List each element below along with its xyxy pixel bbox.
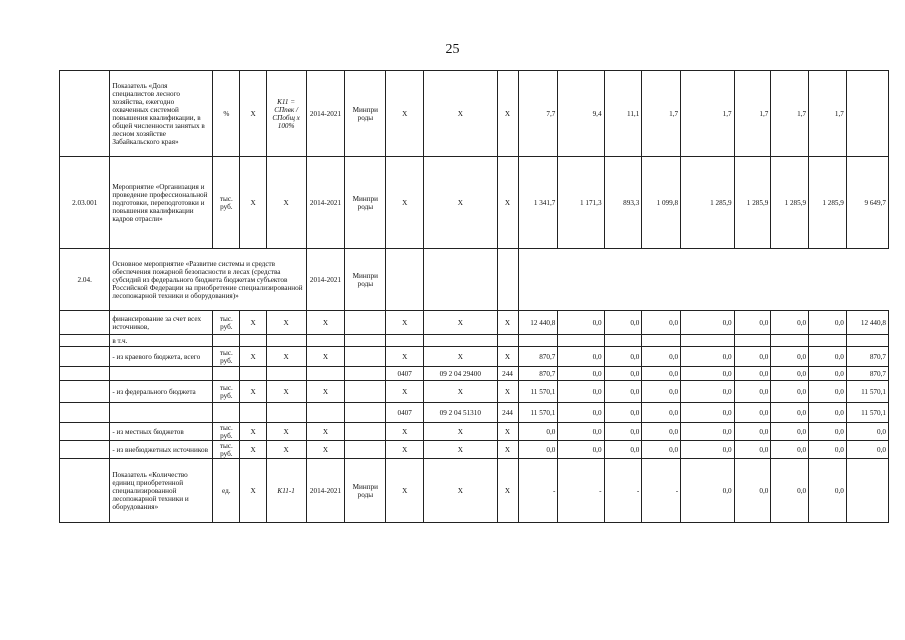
table-cell-vals-7: 0,0 [809, 311, 847, 335]
table-cell-vals-3: - [642, 459, 681, 523]
table-cell-vals-7: 0,0 [809, 459, 847, 523]
table-cell-vals-6: 0,0 [771, 441, 809, 459]
table-cell-vals-2: 0,0 [604, 381, 642, 403]
table-cell-vals-4: 0,0 [681, 347, 735, 367]
table-cell-name: Показатель «Количество единиц приобретенной специализированной лесопожарной техники и оборудования» [110, 459, 213, 523]
table-cell-vals-2: 0,0 [604, 403, 642, 423]
table-row [60, 367, 889, 381]
table-cell-period: X [306, 381, 345, 403]
table-cell-name: - из внебюджетных источников [110, 441, 213, 459]
table-cell-unit: тыс. руб. [213, 157, 240, 249]
table-cell-vals-2: 0,0 [604, 423, 642, 441]
table-cell-period: X [306, 441, 345, 459]
table-row [60, 403, 889, 423]
table-cell-vals-1: 9,4 [558, 71, 604, 157]
table-cell-empty [266, 335, 306, 347]
table-cell-empty [846, 335, 888, 347]
table-cell-empty [734, 335, 771, 347]
table-cell-code [60, 403, 110, 423]
table-cell-vals-7: 0,0 [809, 423, 847, 441]
table-cell-vals-3: 1,7 [642, 71, 681, 157]
table-cell-vals-8 [846, 71, 888, 157]
table-cell-c9: X [424, 381, 497, 403]
table-cell-vals-0: 11 570,1 [518, 381, 558, 403]
table-cell-vals-2: 0,0 [604, 367, 642, 381]
table-cell-vals-8: 12 440,8 [846, 311, 888, 335]
table-cell-vals-1: - [558, 459, 604, 523]
table-cell-unit: тыс. руб. [213, 381, 240, 403]
table-cell-unit [213, 403, 240, 423]
table-cell-c8: 0407 [386, 367, 424, 381]
table-cell-c4 [240, 367, 266, 381]
table-cell-c9: X [424, 423, 497, 441]
table-cell-vals-2: 0,0 [604, 441, 642, 459]
table-cell-code [60, 71, 110, 157]
table-cell-vals-4: 0,0 [681, 459, 735, 523]
table-cell-vals-7: 1 285,9 [809, 157, 847, 249]
table-cell-c10: X [497, 347, 518, 367]
table-cell-vals-1: 0,0 [558, 441, 604, 459]
table-cell-code [60, 423, 110, 441]
table-cell-vals-6: 0,0 [771, 311, 809, 335]
table-cell-c9: X [424, 311, 497, 335]
table-cell-empty [734, 249, 771, 311]
table-cell-empty [386, 249, 424, 311]
table-cell-vals-3: 0,0 [642, 423, 681, 441]
table-row [60, 157, 889, 249]
table-cell-vals-4: 0,0 [681, 423, 735, 441]
table-cell-c10: X [497, 311, 518, 335]
table-cell-executor [345, 347, 386, 367]
budget-table [59, 70, 889, 523]
table-cell-c9: X [424, 347, 497, 367]
page-number: 25 [445, 42, 460, 57]
table-cell-period: 2014-2021 [306, 459, 345, 523]
table-cell-vals-6: 0,0 [771, 367, 809, 381]
table-cell-vals-7: 0,0 [809, 367, 847, 381]
table-cell-c8: X [386, 381, 424, 403]
table-cell-code [60, 347, 110, 367]
table-cell-vals-4: 1 285,9 [681, 157, 735, 249]
table-cell-vals-2: 0,0 [604, 311, 642, 335]
table-cell-name: Основное мероприятие «Развитие системы и средств обеспечения пожарной безопасности в лесах (средства субсидий из федерального бюджета бюджетам субъектов Российской Федерации на приобретение специализированной лесопожарной техники и оборудования)» [110, 249, 306, 311]
table-cell-vals-0: 1 341,7 [518, 157, 558, 249]
table-cell-c9: X [424, 441, 497, 459]
table-cell-vals-0: 7,7 [518, 71, 558, 157]
table-cell-c4: X [240, 423, 266, 441]
table-cell-c10: X [497, 423, 518, 441]
table-row [60, 71, 889, 157]
table-cell-c4: X [240, 157, 266, 249]
table-cell-vals-0: 870,7 [518, 367, 558, 381]
table-cell-period: X [306, 423, 345, 441]
table-cell-c5: K11 = СПпвк / СПобщ x 100% [266, 71, 306, 157]
table-cell-c9: 09 2 04 29400 [424, 367, 497, 381]
table-cell-c4: X [240, 459, 266, 523]
table-cell-empty [604, 335, 642, 347]
table-cell-empty [771, 249, 809, 311]
table-cell-vals-7: 0,0 [809, 381, 847, 403]
table-cell-period: X [306, 347, 345, 367]
table-cell-vals-5: 0,0 [734, 441, 771, 459]
table-cell-period [306, 403, 345, 423]
table-cell-empty [681, 335, 735, 347]
table-cell-vals-3: 0,0 [642, 381, 681, 403]
table-cell-c5: X [266, 157, 306, 249]
table-cell-c8: X [386, 459, 424, 523]
table-cell-c5: X [266, 423, 306, 441]
table-cell-vals-8: 11 570,1 [846, 403, 888, 423]
table-cell-period: X [306, 311, 345, 335]
table-cell-vals-1: 1 171,3 [558, 157, 604, 249]
table-cell-unit: тыс. руб. [213, 441, 240, 459]
table-cell-vals-2: 11,1 [604, 71, 642, 157]
table-cell-vals-6: 1,7 [771, 71, 809, 157]
table-cell-c8: X [386, 311, 424, 335]
table-cell-empty [809, 249, 847, 311]
table-cell-vals-0: 870,7 [518, 347, 558, 367]
table-cell-vals-5: 0,0 [734, 347, 771, 367]
table-cell-period: 2014-2021 [306, 71, 345, 157]
table-cell-unit [213, 367, 240, 381]
table-cell-vals-7: 1,7 [809, 71, 847, 157]
table-cell-vals-8: 870,7 [846, 347, 888, 367]
table-cell-vals-7: 0,0 [809, 347, 847, 367]
table-cell-executor: Минпри роды [345, 71, 386, 157]
table-row [60, 441, 889, 459]
table-cell-vals-5: 0,0 [734, 459, 771, 523]
table-cell-vals-8: 0,0 [846, 441, 888, 459]
table-cell-c4: X [240, 381, 266, 403]
table-cell-c5: K11-1 [266, 459, 306, 523]
table-cell-vals-1: 0,0 [558, 347, 604, 367]
table-cell-c5 [266, 403, 306, 423]
table-cell-code [60, 459, 110, 523]
table-cell-vals-4: 1,7 [681, 71, 735, 157]
table-cell-c9: X [424, 459, 497, 523]
table-row [60, 311, 889, 335]
table-cell-vals-4: 0,0 [681, 381, 735, 403]
table-cell-code: 2.04. [60, 249, 110, 311]
table-cell-code [60, 335, 110, 347]
table-row [60, 423, 889, 441]
table-cell-vals-6: 0,0 [771, 347, 809, 367]
table-cell-vals-1: 0,0 [558, 423, 604, 441]
table-cell-name [110, 367, 213, 381]
table-cell-vals-4: 0,0 [681, 441, 735, 459]
table-cell-vals-0: 0,0 [518, 423, 558, 441]
table-cell-c8: X [386, 157, 424, 249]
table-cell-c10: 244 [497, 367, 518, 381]
table-cell-c4: X [240, 71, 266, 157]
table-cell-unit: тыс. руб. [213, 311, 240, 335]
table-cell-c4 [240, 403, 266, 423]
table-cell-vals-5: 0,0 [734, 423, 771, 441]
table-cell-vals-3: 1 099,8 [642, 157, 681, 249]
table-cell-unit: тыс. руб. [213, 347, 240, 367]
table-cell-vals-2: 0,0 [604, 347, 642, 367]
table-cell-executor: Минпри роды [345, 157, 386, 249]
table-cell-c8: 0407 [386, 403, 424, 423]
table-cell-vals-3: 0,0 [642, 367, 681, 381]
table-cell-c8: X [386, 423, 424, 441]
table-cell-code: 2.03.001 [60, 157, 110, 249]
table-cell-vals-3: 0,0 [642, 347, 681, 367]
table-cell-period: 2014-2021 [306, 157, 345, 249]
table-cell-c8: X [386, 347, 424, 367]
table-cell-executor [345, 381, 386, 403]
table-cell-c10: 244 [497, 403, 518, 423]
table-cell-vals-4: 0,0 [681, 403, 735, 423]
table-row [60, 381, 889, 403]
table-cell-executor [345, 311, 386, 335]
table-cell-vals-4: 0,0 [681, 367, 735, 381]
table-cell-vals-8: 11 570,1 [846, 381, 888, 403]
table-cell-vals-0: 12 440,8 [518, 311, 558, 335]
table-cell-empty [642, 249, 681, 311]
table-cell-c5: X [266, 441, 306, 459]
table-cell-vals-6: 0,0 [771, 423, 809, 441]
table-cell-vals-8 [846, 459, 888, 523]
table-cell-empty [558, 249, 604, 311]
table-cell-c10: X [497, 157, 518, 249]
table-cell-vals-5: 0,0 [734, 311, 771, 335]
table-cell-name: Показатель «Доля специалистов лесного хозяйства, ежегодно охваченных системой повышения квалификации, в общей численности занятых в лесном хозяйстве Забайкальского края» [110, 71, 213, 157]
table-cell-empty [518, 335, 558, 347]
table-cell-vals-7: 0,0 [809, 441, 847, 459]
table-cell-vals-8: 0,0 [846, 423, 888, 441]
table-cell-c8: X [386, 71, 424, 157]
table-row [60, 335, 889, 347]
table-cell-vals-5: 0,0 [734, 381, 771, 403]
table-cell-vals-5: 1 285,9 [734, 157, 771, 249]
table-cell-empty [424, 249, 497, 311]
table-cell-vals-2: 893,3 [604, 157, 642, 249]
table-cell-name: в т.ч. [110, 335, 213, 347]
table-cell-vals-3: 0,0 [642, 403, 681, 423]
table-cell-unit: тыс. руб. [213, 423, 240, 441]
table-cell-executor [345, 441, 386, 459]
table-cell-code [60, 381, 110, 403]
table-cell-period: 2014-2021 [306, 249, 345, 311]
table-cell-name: - из местных бюджетов [110, 423, 213, 441]
table-cell-vals-0: 11 570,1 [518, 403, 558, 423]
table-cell-vals-1: 0,0 [558, 311, 604, 335]
table-cell-executor [345, 367, 386, 381]
table-cell-empty [497, 335, 518, 347]
table-cell-vals-6: 0,0 [771, 381, 809, 403]
table-cell-vals-3: 0,0 [642, 441, 681, 459]
table-cell-c5 [266, 367, 306, 381]
table-cell-code [60, 367, 110, 381]
table-cell-c8: X [386, 441, 424, 459]
table-cell-vals-6: 0,0 [771, 403, 809, 423]
table-cell-code [60, 311, 110, 335]
table-cell-empty [424, 335, 497, 347]
table-cell-name: - из краевого бюджета, всего [110, 347, 213, 367]
table-cell-empty [771, 335, 809, 347]
table-cell-empty [846, 249, 888, 311]
table-cell-c10: X [497, 381, 518, 403]
table-cell-vals-8: 870,7 [846, 367, 888, 381]
table-cell-empty [345, 335, 386, 347]
table-cell-empty [497, 249, 518, 311]
table-cell-empty [518, 249, 558, 311]
table-cell-empty [681, 249, 735, 311]
table-cell-c5: X [266, 311, 306, 335]
table-cell-c9: 09 2 04 51310 [424, 403, 497, 423]
table-cell-vals-7: 0,0 [809, 403, 847, 423]
table-cell-executor [345, 423, 386, 441]
table-cell-name [110, 403, 213, 423]
table-cell-c4: X [240, 347, 266, 367]
table-cell-c9: X [424, 157, 497, 249]
table-cell-vals-1: 0,0 [558, 367, 604, 381]
table-cell-c4: X [240, 311, 266, 335]
table-cell-c10: X [497, 71, 518, 157]
table-cell-executor: Минпри роды [345, 249, 386, 311]
table-cell-code [60, 441, 110, 459]
table-cell-empty [604, 249, 642, 311]
table-cell-c10: X [497, 459, 518, 523]
table-cell-name: - из федерального бюджета [110, 381, 213, 403]
table-cell-vals-0: - [518, 459, 558, 523]
table-row [60, 249, 889, 311]
table-cell-empty [558, 335, 604, 347]
table-cell-c4: X [240, 441, 266, 459]
table-cell-executor: Минпри роды [345, 459, 386, 523]
table-row [60, 459, 889, 523]
table-cell-empty [240, 335, 266, 347]
table-cell-vals-6: 1 285,9 [771, 157, 809, 249]
table-cell-c10: X [497, 441, 518, 459]
table-cell-unit: % [213, 71, 240, 157]
table-cell-empty [386, 335, 424, 347]
table-cell-vals-0: 0,0 [518, 441, 558, 459]
table-cell-name: финансирование за счет всех источников, [110, 311, 213, 335]
table-cell-vals-1: 0,0 [558, 403, 604, 423]
table-cell-name: Мероприятие «Организация и проведение профессиональной подготовки, переподготовки и повышения квалификации кадров отрасли» [110, 157, 213, 249]
table-cell-vals-6: 0,0 [771, 459, 809, 523]
table-cell-c5: X [266, 381, 306, 403]
table-cell-vals-4: 0,0 [681, 311, 735, 335]
table-cell-vals-2: - [604, 459, 642, 523]
table-row [60, 347, 889, 367]
table-cell-vals-5: 0,0 [734, 403, 771, 423]
table-cell-executor [345, 403, 386, 423]
table-cell-period [306, 367, 345, 381]
table-cell-vals-8: 9 649,7 [846, 157, 888, 249]
table-cell-empty [306, 335, 345, 347]
table-cell-empty [213, 335, 240, 347]
table-cell-c9: X [424, 71, 497, 157]
table-cell-c5: X [266, 347, 306, 367]
table-cell-empty [642, 335, 681, 347]
table-cell-vals-3: 0,0 [642, 311, 681, 335]
table-cell-vals-1: 0,0 [558, 381, 604, 403]
table-cell-empty [809, 335, 847, 347]
table-cell-vals-5: 1,7 [734, 71, 771, 157]
table-cell-vals-5: 0,0 [734, 367, 771, 381]
table-cell-unit: ед. [213, 459, 240, 523]
